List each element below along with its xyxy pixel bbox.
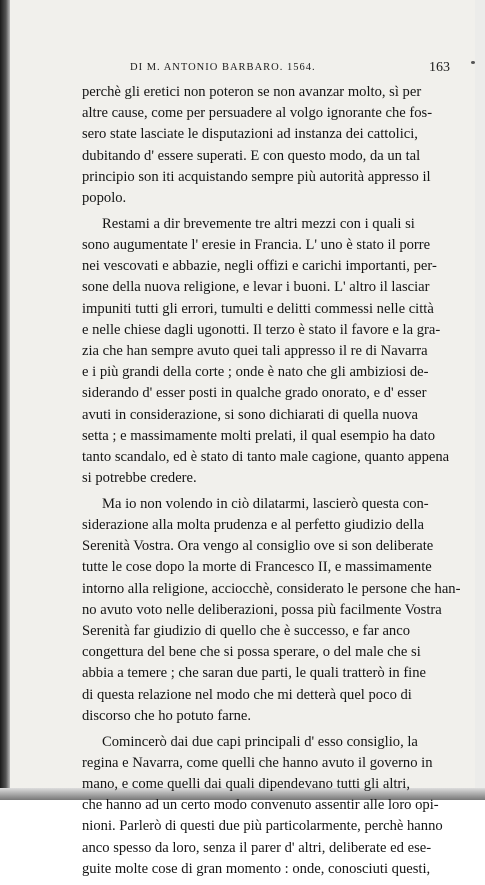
book-spine-edge bbox=[0, 0, 10, 800]
text-line: di questa relazione nel modo che mi detterà quel poco di bbox=[82, 686, 412, 703]
text-line: avuti in considerazione, si sono dichiarati di quella nuova bbox=[82, 406, 418, 423]
text-line: abbia a temere ; che saran due parti, le quali tratterò in fine bbox=[82, 665, 427, 682]
text-line: nei vescovati e abbazie, negli offizi e carichi importanti, per- bbox=[82, 258, 437, 275]
text-line: nioni. Parlerò di questi due più particolarmente, perchè hanno bbox=[82, 818, 443, 835]
text-line: e nelle chiese dagli ugonotti. Il terzo è stato il favore e la gra- bbox=[82, 321, 441, 338]
text-line: Serenità Vostra. Ora vengo al consiglio ove si son deliberate bbox=[82, 538, 434, 555]
paragraph bbox=[82, 82, 433, 209]
text-line: anco spesso da loro, senza il parer d' altri, deliberate ed ese- bbox=[82, 839, 432, 856]
text-line: zia che han sempre avuto quei tali appresso il re di Navarra bbox=[82, 342, 428, 359]
text-line: discorso che ho potuto farne. bbox=[82, 707, 251, 724]
text-line: principio son iti acquistando sempre più autorità appresso il bbox=[82, 168, 431, 185]
paragraph bbox=[82, 732, 443, 880]
text-line: congettura del bene che si possa sperare, o del male che si bbox=[82, 644, 421, 661]
text-line: altre cause, come per persuadere al volgo ignorante che fos- bbox=[82, 105, 433, 122]
text-line: Ma io non volendo in ciò dilatarmi, lascierò questa con- bbox=[102, 495, 429, 512]
text-line: siderando d' esser posti in qualche grado onorato, e d' esser bbox=[82, 385, 427, 402]
text-line: e i più grandi della corte ; onde è nato che gli ambiziosi de- bbox=[82, 364, 429, 381]
text-line: si potrebbe credere. bbox=[82, 470, 197, 487]
text-line: no avuto voto nelle deliberazioni, possa più facilmente Vostra bbox=[82, 601, 442, 618]
text-line: regina e Navarra, come quelli che hanno avuto il governo in bbox=[82, 754, 433, 771]
text-line: dubitando d' essere superati. E con questo modo, da un tal bbox=[82, 147, 421, 164]
text-line: Restami a dir brevemente tre altri mezzi con i quali si bbox=[102, 215, 415, 232]
paragraph bbox=[82, 214, 450, 490]
text-line: tutte le cose dopo la morte di Francesco II, e massimamente bbox=[82, 559, 432, 576]
text-line: sono augumentate l' eresie in Francia. L' uno è stato il porre bbox=[82, 236, 431, 253]
running-title: DI M. ANTONIO BARBARO. 1564. bbox=[130, 62, 316, 73]
page-number: 163 bbox=[429, 60, 450, 75]
text-line: che hanno ad un certo modo convenuto assentir alle loro opi- bbox=[82, 797, 439, 814]
text-line: setta ; e massimamente molti prelati, il qual esempio ha dato bbox=[82, 427, 435, 444]
text-line: guite molte cose di gran momento : onde, conosciuti questi, bbox=[82, 860, 431, 877]
body-text bbox=[82, 82, 461, 885]
text-line: popolo. bbox=[82, 190, 127, 207]
text-line: perchè gli eretici non poteron se non avanzar molto, sì per bbox=[82, 84, 422, 100]
text-line: siderazione alla molta prudenza e al perfetto giudizio della bbox=[82, 517, 424, 534]
paragraph bbox=[82, 494, 461, 727]
text-line: mano, e come quelli dai quali dipendevano tutti gli altri, bbox=[82, 776, 410, 792]
text-line: Serenità far giudizio di quello che è successo, e far anco bbox=[82, 623, 410, 640]
text-line: sone della nuova religione, e levar i buoni. L' altro il lasciar bbox=[82, 279, 430, 296]
text-line: Comincerò dai due capi principali d' esso consiglio, la bbox=[102, 733, 418, 750]
text-line: impuniti tutti gli errori, tumulti e delitti commessi nelle città bbox=[82, 300, 434, 317]
text-line: sero state lasciate le disputazioni ad instanza dei cattolici, bbox=[82, 126, 418, 143]
text-line: tanto scandalo, ed è stato di tanto male cagione, quanto appena bbox=[82, 448, 450, 465]
text-line: intorno alla religione, acciocchè, considerato le persone che han- bbox=[82, 580, 461, 597]
ink-speck bbox=[471, 61, 475, 64]
